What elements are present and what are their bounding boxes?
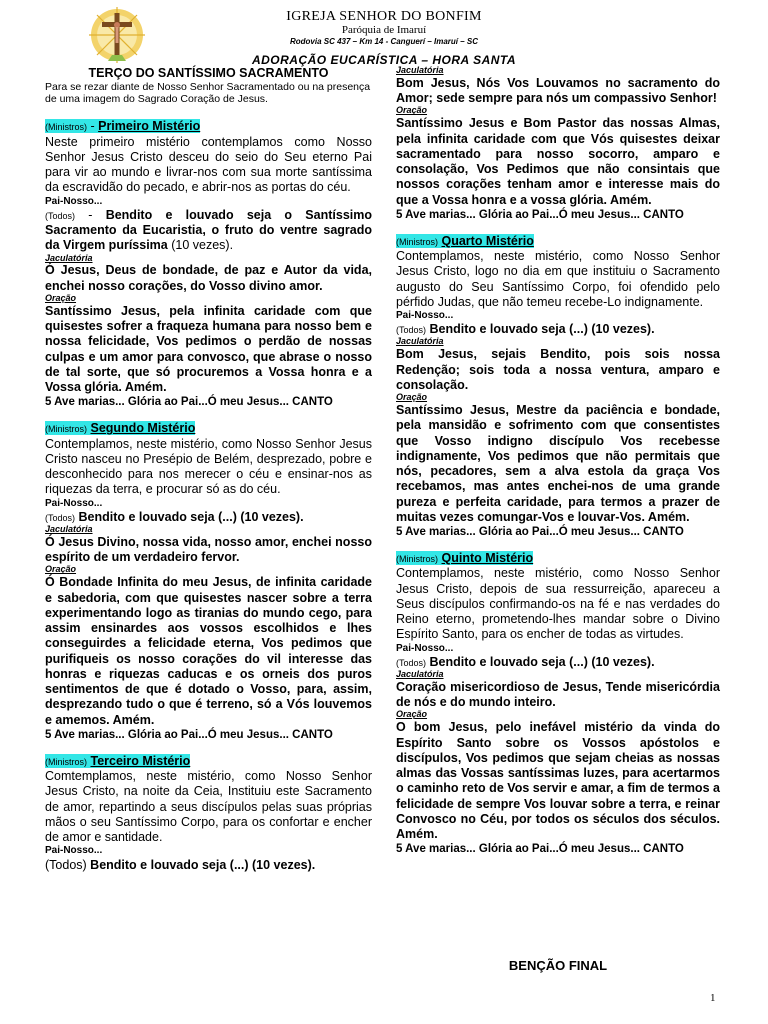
role-label: (Ministros): [45, 756, 87, 767]
parish-name: Paróquia de Imaruí: [341, 24, 427, 36]
jaculatoria-label: Jaculatória: [396, 65, 444, 75]
mystery-3-heading: [45, 754, 372, 769]
role-label: (Ministros): [396, 554, 438, 565]
mystery-1-jaculatoria: Ó Jesus, Deus de bondade, de paz e Autor da vida, enchei nosso corações, do Vosso divino amor.: [45, 263, 372, 293]
role-label: (Todos): [45, 210, 76, 221]
ave-marias: 5 Ave marias... Glória ao Pai...Ó meu Jesus... CANTO: [45, 728, 333, 741]
oracao-label: Oração: [396, 105, 428, 116]
mystery-3-bendito: [45, 858, 372, 873]
mystery-4-title: Quarto Mistério: [441, 233, 534, 248]
oracao-label: Oração: [45, 564, 77, 575]
role-label: (Ministros): [396, 236, 438, 247]
pai-nosso: Pai-Nosso...: [45, 497, 103, 509]
mystery-1-text: Neste primeiro mistério contemplamos como Nosso Senhor Jesus Cristo desceu do seio do Seu eterno Pai para vir ao mundo e livrar-nos com sua morte santíssima da escravidão do pecado, e abrir-nos as portas do céu.: [45, 134, 372, 195]
mystery-3-text: Comtemplamos, neste mistério, como Nosso Senhor Jesus Cristo, na noite da Ceia, Instituiu este Sacramento de amor, repartindo a seus discípulos pelas suas próprias mãos o seu Santíssimo Corpo, para os confortar e encher de amor e santidade.: [45, 769, 372, 845]
mystery-5-heading: [396, 551, 720, 566]
mystery-3-jaculatoria: Bom Jesus, Nós Vos Louvamos no sacramento do Amor; sede sempre para nós um compassivo Senhor!: [396, 75, 720, 106]
ave-marias: 5 Ave marias... Glória ao Pai...Ó meu Jesus... CANTO: [45, 396, 333, 409]
oracao-label: Oração: [396, 709, 428, 720]
mystery-5-title: Quinto Mistério: [441, 551, 534, 566]
bendito-text: Bendito e louvado seja (...) (10 vezes).: [429, 654, 655, 669]
mystery-5-oracao: O bom Jesus, pelo inefável mistério da vinda do Espírito Santo sobre os Vossos apóstolos e discípulos, Vos pedimos que sejam cheias as nossas almas das Vossas santíssimas luzes, para acertarmos o caminho reto de Vos servir e amar, a fim de termos a felicidade de sempre Vos louvar sobre a terra, e reinar Convosco no Céu, por todos os séculos dos séculos. Amém.: [396, 720, 720, 841]
jaculatoria-label: Jaculatória: [45, 252, 93, 263]
jaculatoria-label: Jaculatória: [396, 336, 444, 347]
address: Rodovia SC 437 – Km 14 - Canguerí – Imaruí – SC: [289, 37, 479, 46]
role-label: (Todos): [45, 512, 76, 523]
mystery-2-bendito: [45, 510, 372, 525]
mystery-4-bendito: [396, 322, 720, 337]
mystery-2-heading: [45, 421, 372, 436]
pai-nosso: Pai-Nosso...: [396, 310, 454, 322]
left-column: [45, 66, 372, 873]
bendito-count: (10 vezes).: [171, 238, 234, 253]
jaculatoria-label: Jaculatória: [396, 668, 444, 679]
ave-marias: 5 Ave marias... Glória ao Pai...Ó meu Jesus... CANTO: [396, 208, 684, 221]
mystery-2-jaculatoria: Ó Jesus Divino, nossa vida, nosso amor, enchei nosso espírito de um verdadeiro fervor.: [45, 534, 372, 565]
page-number: 1: [710, 992, 716, 1004]
ave-marias: 5 Ave marias... Glória ao Pai...Ó meu Jesus... CANTO: [396, 843, 684, 856]
mystery-1-title: Primeiro Mistério: [98, 119, 201, 134]
final-blessing: BENÇÃO FINAL: [508, 958, 608, 973]
mystery-5-text: Contemplamos, neste mistério, como Nosso Senhor Jesus Cristo, depois de sua ressurreição, apareceu a Seus discípulos confirmando-os na fé e nas verdades do Reino eterno, prometendo-lhes mandar sobre o Divino Espírito Santo, para os encher de todas as virtudes.: [396, 566, 720, 642]
role-label: (Ministros): [45, 122, 87, 133]
mystery-2-oracao: Ó Bondade Infinita do meu Jesus, de infinita caridade e sabedoria, com que quisestes nascer sobre a terra experimentando logo as tiranias do mundo cego, para assim ensinardes aos vossos escolhidos e lhes conseguirdes a felicidade eterna, Vos pedimos que purifiqueis os nosso corações do vil interesse das honras e riquezas caducas e os orneis dos puros sentimentos de que é dotado o Vosso, para, assim, desprezando tudo o que é terreno, só a Vós louvemos e amemos. Amém.: [45, 575, 372, 727]
mystery-4-text: Contemplamos, neste mistério, como Nosso Senhor Jesus Cristo, logo no dia em que instituiu o Sacramento augusto do Seu Santíssimo Corpo, foi ofendido pelo pérfido Judas, que não temeu recebe-Lo indignamente.: [396, 249, 720, 309]
bendito-text: Bendito e louvado seja (...) (10 vezes).: [78, 509, 304, 524]
bendito-text: Bendito e louvado seja (...) (10 vezes).: [429, 322, 655, 337]
mystery-1-bendito: (Todos) - Bendito e louvado seja o Santíssimo Sacramento da Eucaristia, o fruto do ventre sagrado da Virgem puríssima (10 vezes).: [45, 207, 372, 253]
mystery-2-title: Segundo Mistério: [90, 421, 196, 436]
mystery-3-title: Terceiro Mistério: [90, 753, 191, 768]
pai-nosso: Pai-Nosso...: [45, 845, 103, 857]
jaculatoria-label: Jaculatória: [45, 524, 93, 535]
mystery-2-text: Contemplamos, neste mistério, como Nosso Senhor Jesus Cristo nasceu no Presépio de Belém, desprezado, pobre e desconhecido para nos merecer o céu e ensinar-nos as riquezas da terra, e procurar só as do céu.: [45, 436, 372, 497]
bendito-text: Bendito e louvado seja o Santíssimo Sacramento da Eucaristia, o fruto do ventre sagrado da Virgem puríssima: [45, 207, 372, 253]
role-label: (Todos): [45, 857, 87, 872]
mystery-5-jaculatoria: Coração misericordioso de Jesus, Tende misericórdia de nós e do mundo inteiro.: [396, 679, 720, 710]
role-label: (Ministros): [45, 424, 87, 435]
oracao-label: Oração: [396, 392, 428, 403]
ave-marias: 5 Ave marias... Glória ao Pai...Ó meu Jesus... CANTO: [396, 526, 684, 539]
intro-text: Para se rezar diante de Nosso Senhor Sacramentado ou na presença de uma imagem do Sagrado Coração de Jesus.: [45, 81, 371, 106]
mystery-4-oracao: Santíssimo Jesus, Mestre da paciência e bondade, pela mansidão e sofrimento com que consentistes que Vosso indigno discípulo Vos recebesse indignamente, Vos pedimos que não permitais que nós, pecadores, sem a alva estola da graça Vos recebamos, mas antes enchei-nos de uma grande pureza e perfeita caridade, para termos a prazer de muitas vezes comungar-Vos e louvar-Vos. Amém.: [396, 403, 720, 524]
oracao-label: Oração: [45, 292, 77, 303]
role-label: (Todos): [396, 657, 427, 668]
page-title: TERÇO DO SANTÍSSIMO SACRAMENTO: [88, 66, 329, 80]
bendito-text: Bendito e louvado seja (...) (10 vezes).: [90, 857, 316, 872]
pai-nosso: Pai-Nosso...: [396, 642, 454, 654]
mystery-5-bendito: [396, 655, 720, 670]
mystery-3-oracao: Santíssimo Jesus e Bom Pastor das nossas Almas, pela infinita caridade com que Vós quisestes deixar sacramentado para nosso socorro, amparo e consolação, Vos Pedimos que não consintais que nossos corações tenham amor e interesse mais do que a Vossa honra e a vossa glória. Amém.: [396, 116, 720, 207]
mystery-4-heading: [396, 234, 720, 249]
church-name: IGREJA SENHOR DO BONFIM: [286, 9, 482, 24]
right-column: [396, 66, 720, 856]
mystery-1-oracao: Santíssimo Jesus, pela infinita caridade com que quisestes sofrer a fraqueza humana para nosso bem e nossa felicidade, Vos pedimos o perdão de nossas culpas e um amor para convosco, que abrase o nosso de tal sorte, que só procuremos a Vossa honra e a Vossa glória. Amém.: [45, 303, 372, 395]
document-subtitle: ADORAÇÃO EUCARÍSTICA – HORA SANTA: [251, 53, 517, 67]
pai-nosso: Pai-Nosso...: [45, 195, 103, 207]
mystery-1-heading: (Ministros) - Primeiro Mistério: [45, 119, 201, 134]
mystery-4-jaculatoria: Bom Jesus, sejais Bendito, pois sois nossa Redenção; sois toda a nossa ventura, amparo e consolação.: [396, 347, 720, 392]
role-label: (Todos): [396, 325, 427, 336]
